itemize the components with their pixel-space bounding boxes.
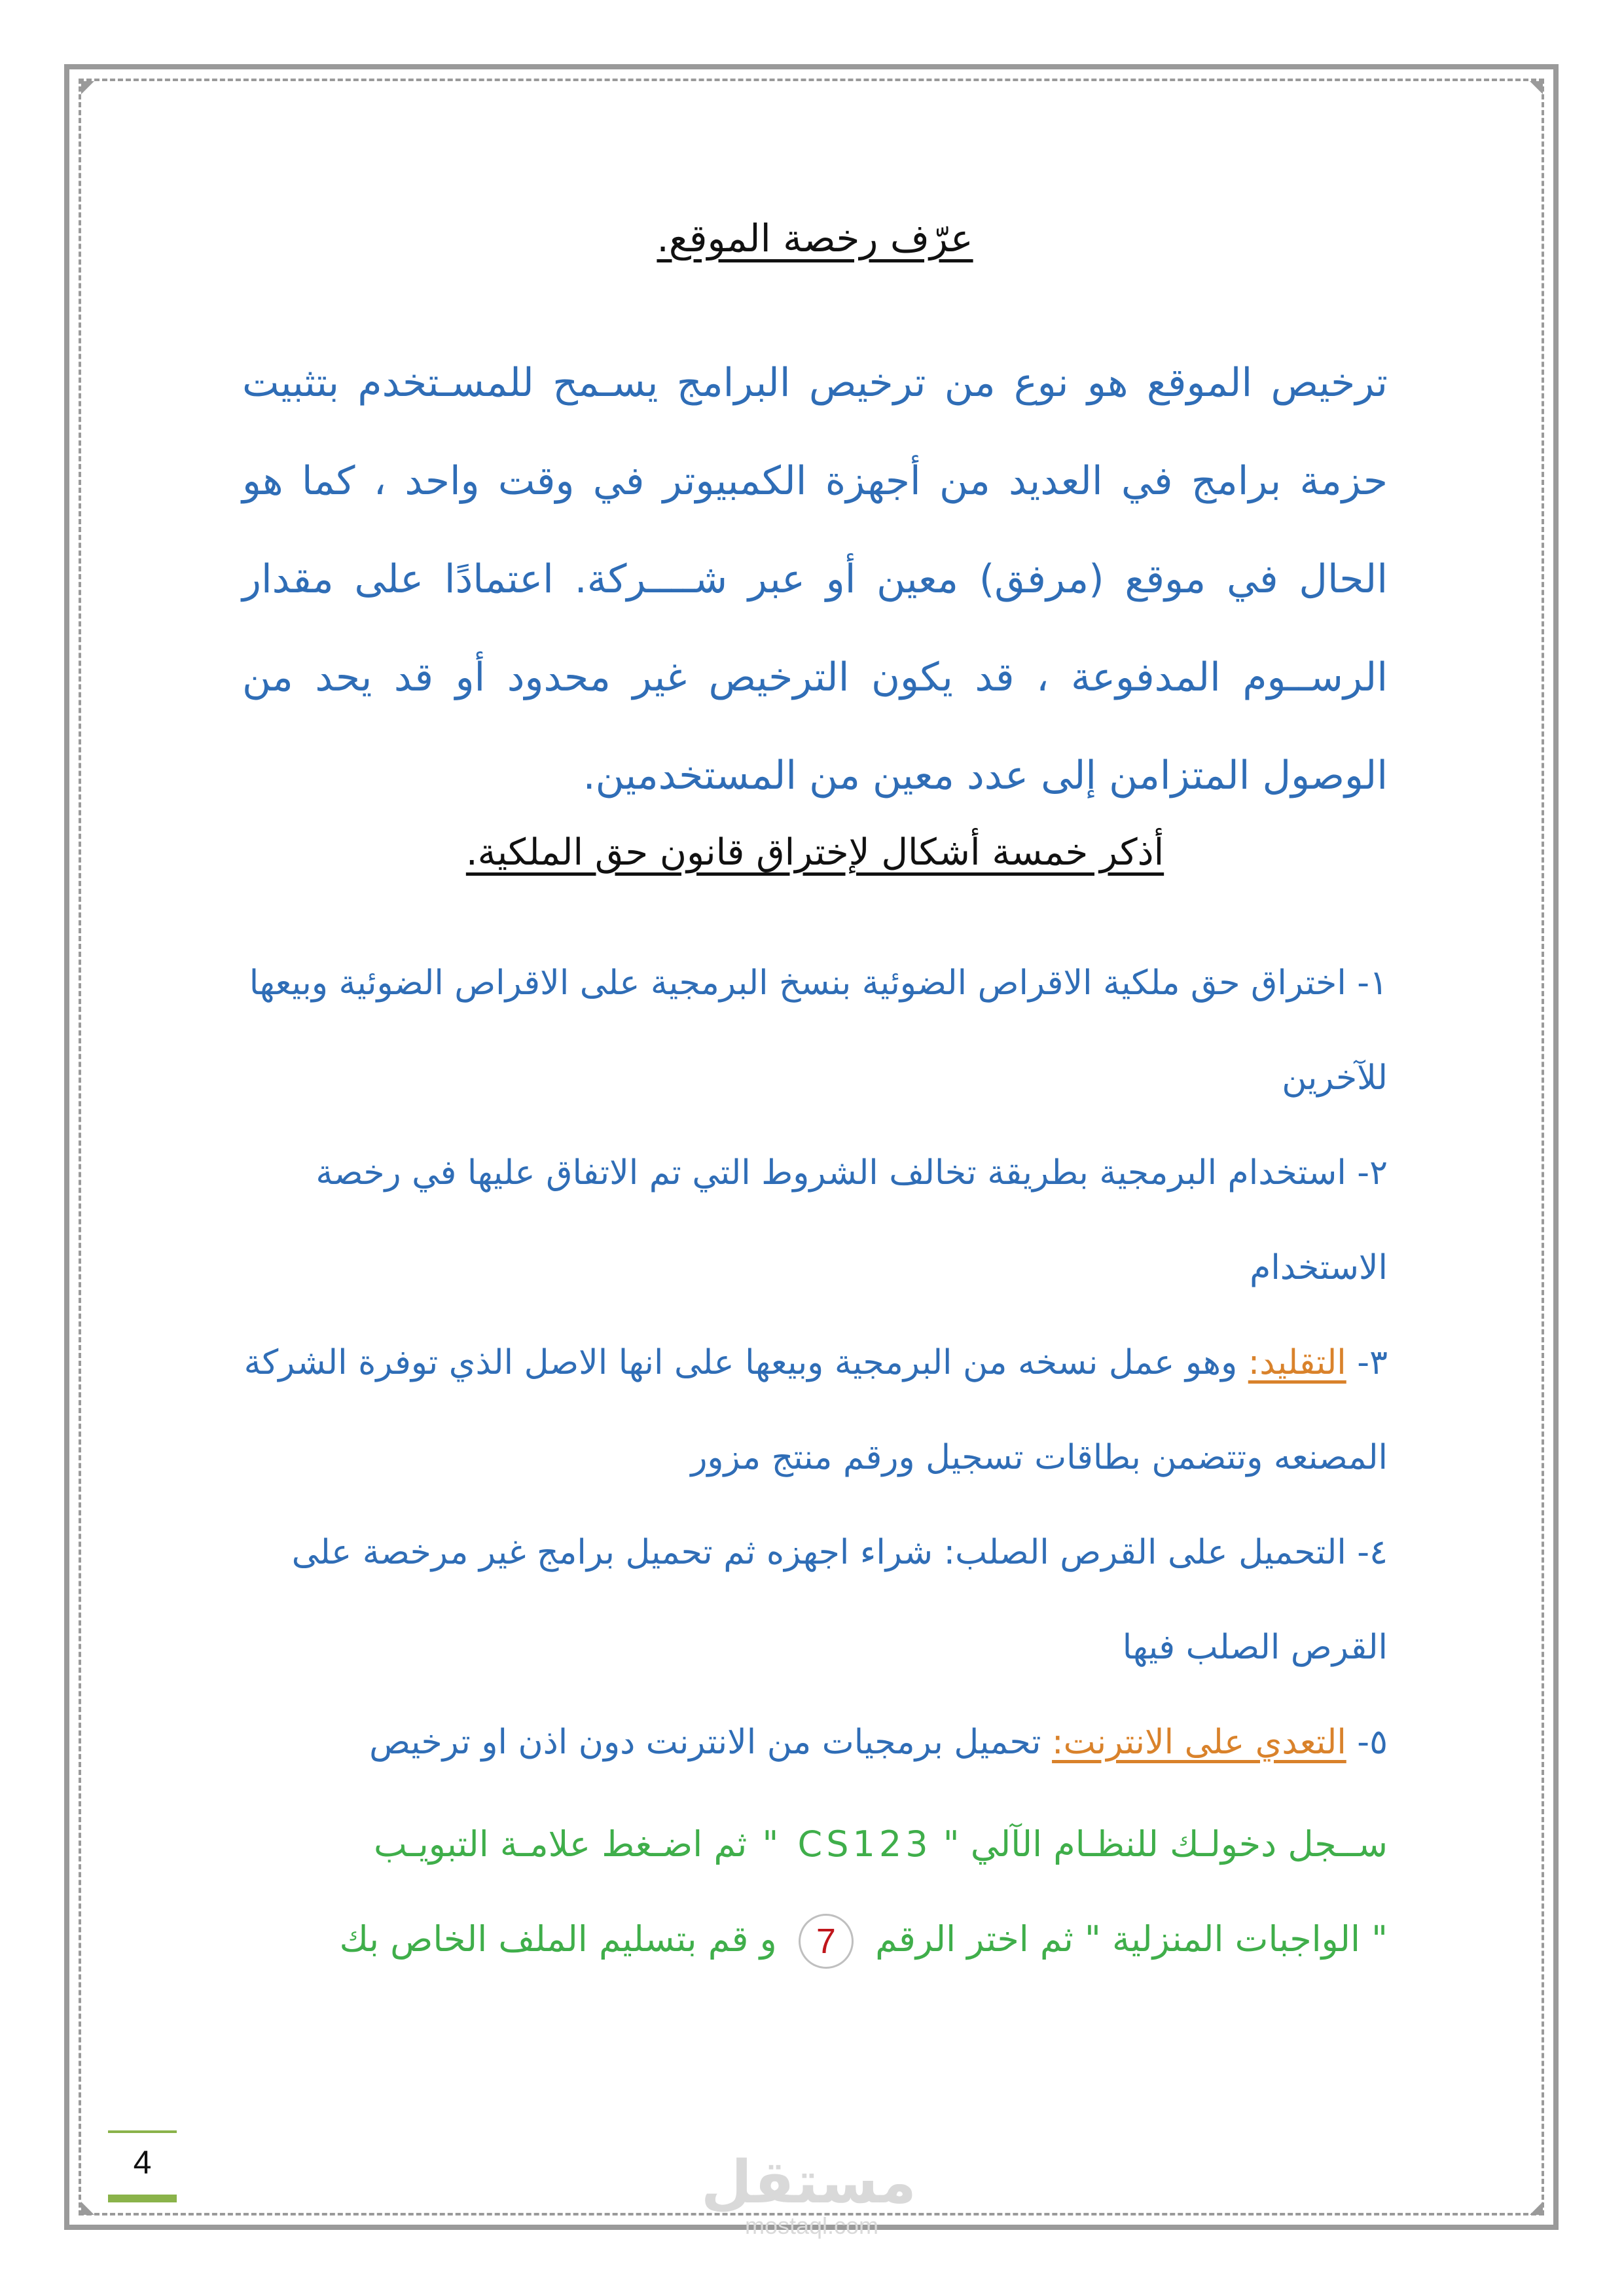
list-item-text: اختراق حق ملكية الاقراص الضوئية بنسخ البرمجية على الاقراص الضوئية وبيعها للآخرين <box>249 963 1388 1098</box>
list-item-text: استخدام البرمجية بطريقة تخالف الشروط التي تم الاتفاق عليها في رخصة الاستخدام <box>316 1153 1388 1287</box>
list-item-number: ٥- <box>1346 1723 1388 1762</box>
page-number-rule-top <box>108 2130 177 2133</box>
assignment-number-badge: 7 <box>799 1914 854 1969</box>
list-item-number: ٢- <box>1346 1153 1388 1193</box>
list-item <box>242 936 1388 1126</box>
list-item-text: التحميل على القرص الصلب: شراء اجهزه ثم تحميل برامج غير مرخصة على القرص الصلب فيها <box>291 1533 1388 1667</box>
list-item-text: وهو عمل نسخه من البرمجية وبيعها على انها الاصل الذي توفرة الشركة المصنعه وتتضمن بطاقات تسجيل ورقم منتج مزور <box>244 1343 1388 1477</box>
watermark-latin: mostaql.com <box>744 2212 879 2239</box>
list-item-term: التقليد: <box>1248 1343 1346 1382</box>
list-item <box>242 1316 1388 1505</box>
corner-ornament <box>81 81 94 94</box>
instruction-line-1: ســجل دخولـك للنظـام الآلي " CS123 " ثم اضـغط علامـة التبويـب <box>373 1823 1388 1865</box>
watermark-arabic: مستقل <box>700 2148 916 2217</box>
list-item <box>242 1126 1388 1316</box>
list-item <box>242 1505 1388 1695</box>
list-item-number: ٣- <box>1346 1343 1388 1382</box>
page-number-box <box>108 2130 177 2202</box>
watermark-logo <box>700 2148 916 2240</box>
section-heading: أذكر خمسة أشكال لإختراق قانون حق الملكية. <box>465 831 1164 874</box>
corner-ornament <box>1530 2202 1543 2215</box>
list-item-number: ١- <box>1346 963 1388 1003</box>
page-title: عرّف رخصة الموقع. <box>657 216 973 260</box>
page-number-rule-bottom <box>108 2195 177 2202</box>
intro-paragraph: ترخيص الموقع هو نوع من ترخيص البرامج يسـمح للمسـتخدم بتثبيت حزمة برامج في العديد من أجهزة الكمبيوتر في وقت واحد ، كما هو الحال في موقع (مرفق) معين أو عبر شــــركة. اعتمادًا على مقدار الرســوم المدفوعة ، قد يكون الترخيص غير محدود أو قد يحد من الوصول المتزامن إلى عدد معين من المستخدمين. <box>242 360 1388 798</box>
corner-ornament <box>1530 81 1543 94</box>
instruction-text-before: " الواجبات المنزلية " ثم اختر الرقم <box>875 1918 1388 1960</box>
list-item <box>242 1695 1388 1790</box>
list-item-term: التعدي على الانترنت: <box>1052 1723 1346 1762</box>
instruction-text-after: و قم بتسليم الملف الخاص بك <box>339 1918 777 1960</box>
list-item-number: ٤- <box>1346 1533 1388 1572</box>
page-number: 4 <box>133 2144 152 2181</box>
corner-ornament <box>81 2202 94 2215</box>
instruction-line-2 <box>242 1892 1388 1986</box>
list-item-text: تحميل برمجيات من الانترنت دون اذن او ترخيص <box>369 1723 1053 1762</box>
